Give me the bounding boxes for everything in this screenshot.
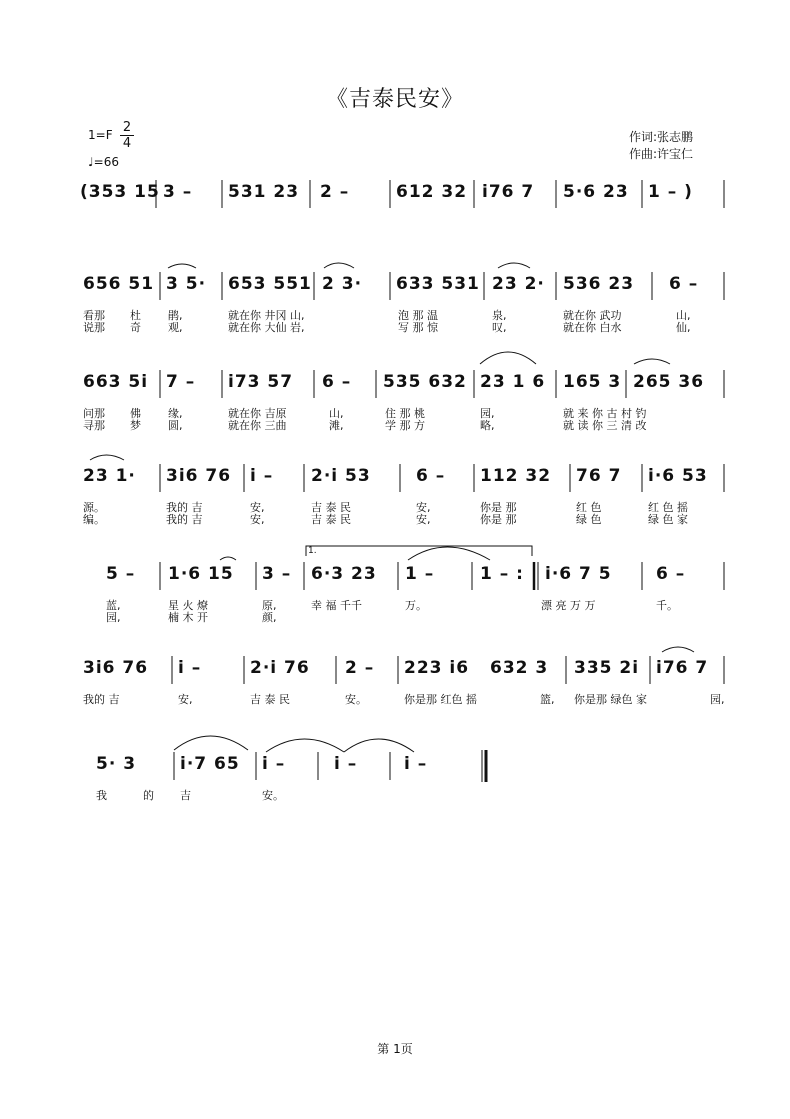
lyric-verse1-row-3-6: 住 那 桃 [385, 407, 425, 420]
notes-row-2-seg-1: 656 51 [83, 274, 155, 294]
notes-row-6-seg-2: i – [178, 658, 202, 678]
notes-row-3-seg-2: 7 – [166, 372, 196, 392]
tempo-mark: ♩=66 [88, 155, 119, 169]
notes-row-1-seg-8: 1 – ) [648, 182, 693, 202]
lyric-verse2-row-3-5: 滩, [329, 419, 344, 432]
lyric-verse1-row-5-6: 漂 亮 万 万 [541, 599, 596, 612]
notes-row-4-seg-4: 2·i 53 [311, 466, 371, 486]
lyric-verse1-row-2-3: 鹃, [168, 309, 183, 322]
lyric-verse1-row-2-1: 看那 [83, 309, 105, 322]
row-5-barlines [160, 562, 724, 590]
lyric-verse1-row-7-1: 我 [96, 789, 107, 802]
lyric-verse2-row-5-2: 楠 木 开 [168, 611, 208, 624]
lyric-verse2-row-3-2: 梦 [130, 419, 141, 432]
lyric-verse1-row-5-4: 幸 福 千千 [311, 599, 362, 612]
notes-row-7-seg-1: 5· 3 [96, 754, 137, 774]
lyric-verse2-row-2-7: 就在你 白水 [563, 321, 622, 334]
volta-label: 1. [308, 546, 317, 556]
lyricist-credit: 作词:张志鹏 [629, 130, 694, 144]
lyric-verse1-row-6-4: 安。 [345, 693, 367, 706]
notes-row-3-seg-1: 663 5i [83, 372, 149, 392]
row-4-barlines [160, 464, 724, 492]
lyric-verse2-row-2-1: 说那 [83, 321, 105, 334]
row-3-barlines [160, 370, 724, 398]
lyric-verse2-row-4-2: 我的 吉 [166, 513, 203, 526]
notes-row-3-seg-8: 265 36 [633, 372, 705, 392]
lyric-verse1-row-3-7: 园, [480, 407, 495, 420]
lyric-verse2-row-3-4: 就在你 三曲 [228, 419, 287, 432]
notes-row-2-seg-7: 536 23 [563, 274, 635, 294]
lyric-verse2-row-2-4: 就在你 大仙 岩, [228, 321, 305, 334]
lyric-verse1-row-6-1: 我的 吉 [83, 693, 120, 706]
lyric-verse2-row-2-2: 奇 [130, 321, 141, 334]
lyric-verse1-row-3-3: 缘, [168, 407, 183, 420]
volta-bracket [306, 546, 532, 556]
lyric-verse1-row-5-2: 星 火 燎 [168, 599, 208, 612]
lyric-verse2-row-4-5: 安, [416, 513, 431, 526]
notes-row-6-seg-8: i76 7 [656, 658, 709, 678]
notes-row-4-seg-5: 6 – [416, 466, 446, 486]
notes-row-4-seg-2: 3i6 76 [166, 466, 232, 486]
slurs [90, 263, 694, 752]
notes-row-4-seg-1: 23 1· [83, 466, 136, 486]
row-2-barlines [160, 272, 724, 300]
notes-row-3-seg-6: 23 1 6 [480, 372, 546, 392]
time-signature-bottom: 4 [120, 135, 134, 151]
notes-row-1-seg-2: 3 – [163, 182, 193, 202]
notes-row-7-seg-4: i – [334, 754, 358, 774]
lyric-verse1-row-4-2: 我的 吉 [166, 501, 203, 514]
lyric-verse1-row-4-7: 红 色 [576, 501, 602, 514]
lyric-verse1-row-4-6: 你是 那 [480, 501, 517, 514]
row-7-barlines [174, 750, 486, 782]
notes-row-6-seg-4: 2 – [345, 658, 375, 678]
lyric-verse2-row-4-6: 你是 那 [480, 513, 517, 526]
lyric-verse1-row-2-6: 泉, [492, 309, 507, 322]
lyric-verse2-row-4-4: 吉 泰 民 [311, 513, 351, 526]
composer-credit: 作曲:许宝仁 [629, 147, 694, 161]
notes-row-5-seg-6: 1 – : [480, 564, 524, 584]
lyric-verse2-row-3-6: 学 那 方 [385, 419, 425, 432]
lyric-verse1-row-4-8: 红 色 摇 [648, 501, 688, 514]
song-title: 《吉泰民安》 [325, 87, 464, 112]
lyric-verse2-row-2-8: 仙, [676, 321, 691, 334]
notes-row-4-seg-6: 112 32 [480, 466, 552, 486]
notes-row-6-seg-5: 223 i6 [404, 658, 470, 678]
lyric-verse2-row-4-3: 安, [250, 513, 265, 526]
lyric-verse2-row-3-1: 寻那 [83, 419, 105, 432]
lyric-verse1-row-6-3: 吉 泰 民 [250, 693, 290, 706]
lyric-verse1-row-2-7: 就在你 武功 [563, 309, 622, 322]
lyric-verse2-row-3-3: 圆, [168, 419, 183, 432]
row-1-barlines [156, 180, 724, 208]
lyric-verse1-row-3-1: 问那 [83, 407, 105, 420]
lyric-verse2-row-5-3: 颜, [262, 611, 277, 624]
lyric-verse1-row-6-2: 安, [178, 693, 193, 706]
notes-row-7-seg-3: i – [262, 754, 286, 774]
lyric-verse1-row-3-4: 就在你 吉原 [228, 407, 287, 420]
notes-row-7-seg-5: i – [404, 754, 428, 774]
lyric-verse1-row-3-2: 佛 [130, 407, 141, 420]
lyric-verse1-row-3-5: 山, [329, 407, 344, 420]
lyric-verse1-row-2-4: 就在你 井冈 山, [228, 309, 305, 322]
notes-row-1-seg-4: 2 – [320, 182, 350, 202]
lyric-verse1-row-2-8: 山, [676, 309, 691, 322]
notes-row-2-seg-3: 653 551 [228, 274, 312, 294]
notes-row-2-seg-2: 3 5· [166, 274, 207, 294]
notes-row-2-seg-6: 23 2· [492, 274, 545, 294]
lyric-verse1-row-5-1: 蓝, [106, 599, 121, 612]
lyric-verse1-row-6-6: 篮, [540, 693, 555, 706]
notes-row-3-seg-7: 165 3 [563, 372, 622, 392]
notes-row-1-seg-5: 612 32 [396, 182, 468, 202]
lyric-verse1-row-5-5: 万。 [405, 599, 427, 612]
lyric-verse2-row-4-7: 绿 色 [576, 513, 602, 526]
notes-row-4-seg-3: i – [250, 466, 274, 486]
lyric-verse2-row-2-6: 叹, [492, 321, 507, 334]
lyric-verse1-row-2-5: 泡 那 温 [398, 309, 438, 322]
notes-row-5-seg-8: 6 – [656, 564, 686, 584]
lyric-verse1-row-7-3: 吉 [180, 789, 191, 802]
notes-row-6-seg-1: 3i6 76 [83, 658, 149, 678]
row-6-barlines [172, 656, 724, 684]
lyric-verse2-row-2-5: 写 那 惊 [398, 321, 438, 334]
lyric-verse1-row-4-5: 安, [416, 501, 431, 514]
page-number: 第 1页 [377, 1042, 413, 1056]
lyric-verse1-row-2-2: 杜 [130, 309, 141, 322]
notes-row-2-seg-4: 2 3· [322, 274, 363, 294]
notes-row-5-seg-4: 6·3 23 [311, 564, 377, 584]
lyric-verse1-row-5-7: 千。 [656, 599, 678, 612]
notes-row-5-seg-7: i·6 7 5 [545, 564, 612, 584]
lyric-verse2-row-3-8: 就 读 你 三 清 改 [563, 419, 647, 432]
notes-row-3-seg-5: 535 632 [383, 372, 467, 392]
lyric-verse2-row-2-3: 观, [168, 321, 183, 334]
lyric-verse1-row-6-8: 园, [710, 693, 725, 706]
notes-row-6-seg-3: 2·i 76 [250, 658, 310, 678]
lyric-verse2-row-4-1: 编。 [83, 513, 105, 526]
lyric-verse1-row-6-7: 你是那 绿色 家 [574, 693, 647, 706]
notes-row-4-seg-8: i·6 53 [648, 466, 708, 486]
lyric-verse1-row-4-3: 安, [250, 501, 265, 514]
notes-row-2-seg-5: 633 531 [396, 274, 480, 294]
notes-row-2-seg-8: 6 – [669, 274, 699, 294]
lyric-verse1-row-6-5: 你是那 红色 摇 [404, 693, 477, 706]
lyric-verse2-row-4-8: 绿 色 家 [648, 513, 688, 526]
lyric-verse1-row-4-4: 吉 泰 民 [311, 501, 351, 514]
notes-row-5-seg-5: 1 – [405, 564, 435, 584]
notes-row-1-seg-1: (353 15 [80, 182, 160, 202]
notes-row-4-seg-7: 76 7 [576, 466, 622, 486]
notes-row-6-seg-7: 335 2i [574, 658, 640, 678]
key-signature: 1=F [88, 128, 113, 142]
lyric-verse2-row-3-7: 略, [480, 419, 495, 432]
notes-row-1-seg-6: i76 7 [482, 182, 535, 202]
notes-row-3-seg-4: 6 – [322, 372, 352, 392]
notes-row-3-seg-3: i73 57 [228, 372, 294, 392]
notes-row-1-seg-3: 531 23 [228, 182, 300, 202]
lyric-verse1-row-3-8: 就 来 你 古 村 钓 [563, 407, 647, 420]
notes-row-5-seg-2: 1·6 15 [168, 564, 234, 584]
lyric-verse1-row-4-1: 源。 [83, 501, 105, 514]
time-signature-top: 2 [122, 120, 132, 135]
lyric-verse1-row-7-4: 安。 [262, 789, 284, 802]
lyric-verse1-row-5-3: 原, [262, 599, 277, 612]
notes-row-5-seg-1: 5 – [106, 564, 136, 584]
notes-row-6-seg-6: 632 3 [490, 658, 549, 678]
lyric-verse1-row-7-2: 的 [143, 789, 154, 802]
notes-row-7-seg-2: i·7 65 [180, 754, 240, 774]
lyric-verse2-row-5-1: 园, [106, 611, 121, 624]
notes-row-1-seg-7: 5·6 23 [563, 182, 629, 202]
notes-row-5-seg-3: 3 – [262, 564, 292, 584]
